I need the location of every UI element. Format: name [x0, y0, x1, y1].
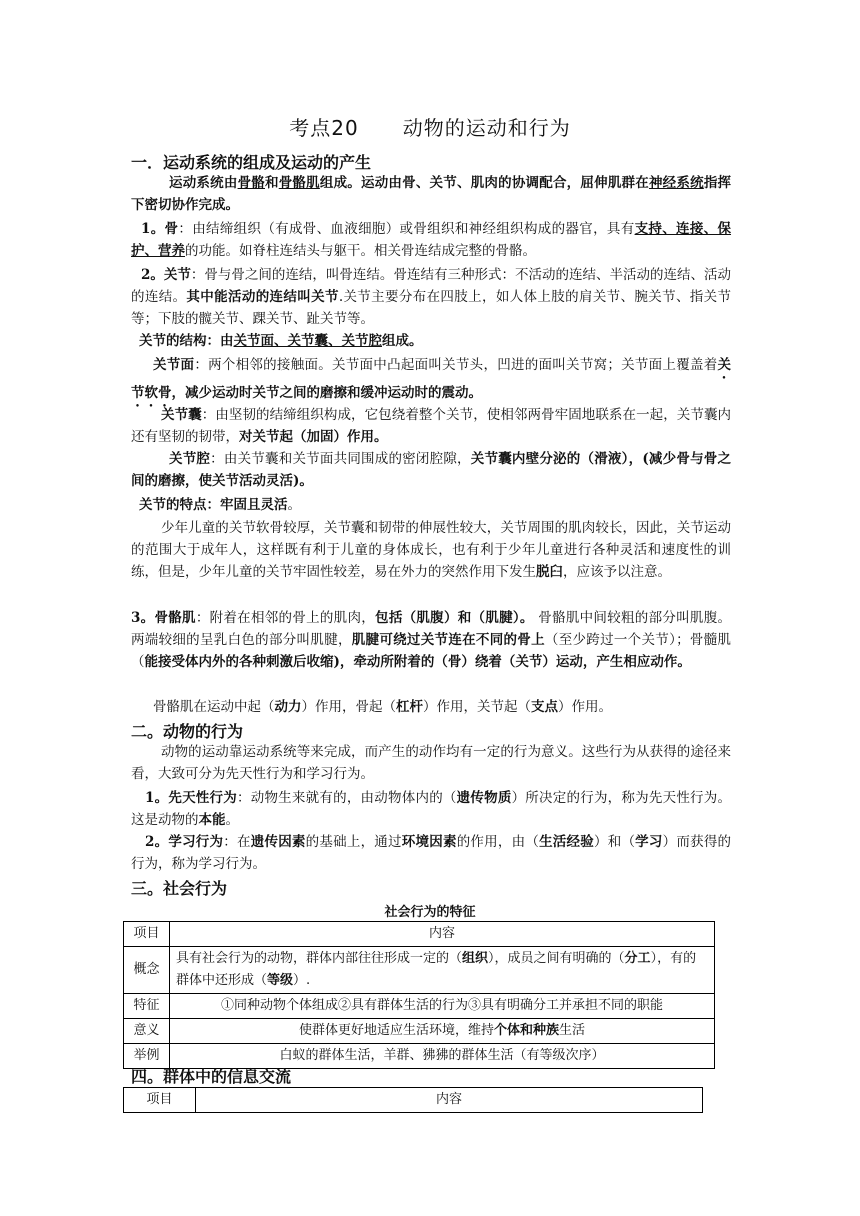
- paragraph-muscle-role: 骨骼肌在运动中起（动力）作用，骨起（杠杆）作用，关节起（支点）作用。: [153, 699, 612, 715]
- paragraph-children-joint: 少年儿童的关节软骨较厚，关节囊和韧带的伸展性较大，关节周围的肌肉较长，因此，关节运动的范围大于成年人，这样既有利于儿童的身体成长，也有利于少年儿童进行各种灵活和速度性的训练，但是，少年儿童的关节牢固性较差，易在外力的突然作用下发生脱臼，应该予以注意。: [131, 520, 731, 580]
- table-cell: ①同种动物个体组成②具有群体生活的行为③具有明确分工并承担不同的职能: [170, 994, 715, 1019]
- paragraph-joint-capsule: 关节囊：由坚韧的结缔组织构成，它包绕着整个关节，使相邻两骨牢固地联系在一起，关节囊内还有坚韧的韧带，对关节起（加固）作用。: [131, 407, 732, 445]
- table-row: [124, 947, 715, 994]
- section-heading-1: 一．运动系统的组成及运动的产生: [131, 153, 372, 172]
- table-header-row: [124, 922, 715, 947]
- paragraph-joint-surface: 关节面：两个相邻的接触面。关节面中凸起面叫关节头，凹进的面叫关节窝；关节面上覆盖着关节软骨，减少运动时关节之间的磨擦和缓冲运动时的震动。: [131, 357, 732, 401]
- paragraph-innate-behavior: 1。先天性行为：动物生来就有的，由动物体内的（遗传物质）所决定的行为，称为先天性行为。这是动物的本能。: [131, 790, 732, 828]
- paragraph-behavior-intro: 动物的运动靠运动系统等来完成，而产生的动作均有一定的行为意义。这些行为从获得的途径来看，大致可分为先天性行为和学习行为。: [131, 744, 731, 782]
- table-row-label: 特征: [124, 994, 170, 1019]
- info-exchange-table: [123, 1087, 703, 1113]
- table-cell: 使群体更好地适应生活环境，维持个体和种族生活: [170, 1019, 715, 1044]
- paragraph-bone: 1。骨：由结缔组织（有成骨、血液细胞）或骨组织和神经组织构成的器官，具有支持、连接、保护、营养的功能。如脊柱连结头与躯干。相关骨连结成完整的骨骼。: [131, 221, 732, 259]
- paragraph-skeletal-muscle: 3。骨骼肌：附着在相邻的骨上的肌肉，包括（肌腹）和（肌腱）。 骨骼肌中间较粗的部分叫肌腹。两端较细的呈乳白色的部分叫肌腱，肌腱可绕过关节连在不同的骨上（至少跨过一个关节）；骨髓肌（能接受体内外的各种刺激后收缩)，牵动所附着的（骨）绕着（关节）运动，产生相应动作。: [131, 610, 732, 670]
- table-row-label: 举例: [124, 1044, 170, 1069]
- table-caption: 社会行为的特征: [384, 905, 476, 920]
- section-heading-2: 二。动物的行为: [131, 722, 244, 741]
- table-header-cell: 项目: [124, 1088, 196, 1113]
- page-title: [0, 112, 860, 141]
- paragraph-joint-cavity: 关节腔：由关节囊和关节面共同围成的密闭腔隙，关节囊内壁分泌的（滑液），(减少骨与骨之间的磨擦，使关节活动灵活)。: [131, 451, 732, 489]
- topic-name: 动物的运动和行为: [402, 116, 571, 140]
- table-row-label: 意义: [124, 1019, 170, 1044]
- paragraph-motor-system: 运动系统由骨骼和骨骼肌组成。运动由骨、关节、肌肉的协调配合，屈伸肌群在神经系统指挥下密切协作完成。: [131, 175, 732, 213]
- paragraph-joint-structure: 关节的结构：由关节面、关节囊、关节腔组成。: [139, 333, 423, 349]
- table-header-cell: 内容: [196, 1088, 703, 1113]
- table-row-label: 概念: [124, 947, 170, 994]
- paragraph-joint: 2。关节：骨与骨之间的连结，叫骨连结。骨连结有三种形式：不活动的连结、半活动的连结、活动的连结。其中能活动的连结叫关节.关节主要分布在四肢上，如人体上肢的肩关节、腕关节、指关节等；下肢的髋关节、踝关节、趾关节等。: [131, 267, 732, 327]
- paragraph-learned-behavior: 2。学习行为：在遗传因素的基础上，通过环境因素的作用，由（生活经验）和（学习）而获得的行为，称为学习行为。: [131, 834, 732, 872]
- table-cell: 具有社会行为的动物，群体内部往往形成一定的（组织），成员之间有明确的（分工），有的群体中还形成（等级）.: [170, 947, 715, 994]
- table-row: [124, 994, 715, 1019]
- table-header-cell: 项目: [124, 922, 170, 947]
- table-header-row: [124, 1088, 703, 1113]
- table-cell: 白蚁的群体生活，羊群、狒狒的群体生活（有等级次序）: [170, 1044, 715, 1069]
- table-row: [124, 1019, 715, 1044]
- social-behavior-table: [123, 921, 715, 1069]
- topic-code: 考点20: [289, 116, 359, 140]
- paragraph-joint-feature: 关节的特点：牢固且灵活。: [139, 497, 301, 513]
- table-header-cell: 内容: [170, 922, 715, 947]
- section-heading-3: 三。社会行为: [131, 879, 228, 898]
- section-heading-4: 四。群体中的信息交流: [131, 1067, 292, 1086]
